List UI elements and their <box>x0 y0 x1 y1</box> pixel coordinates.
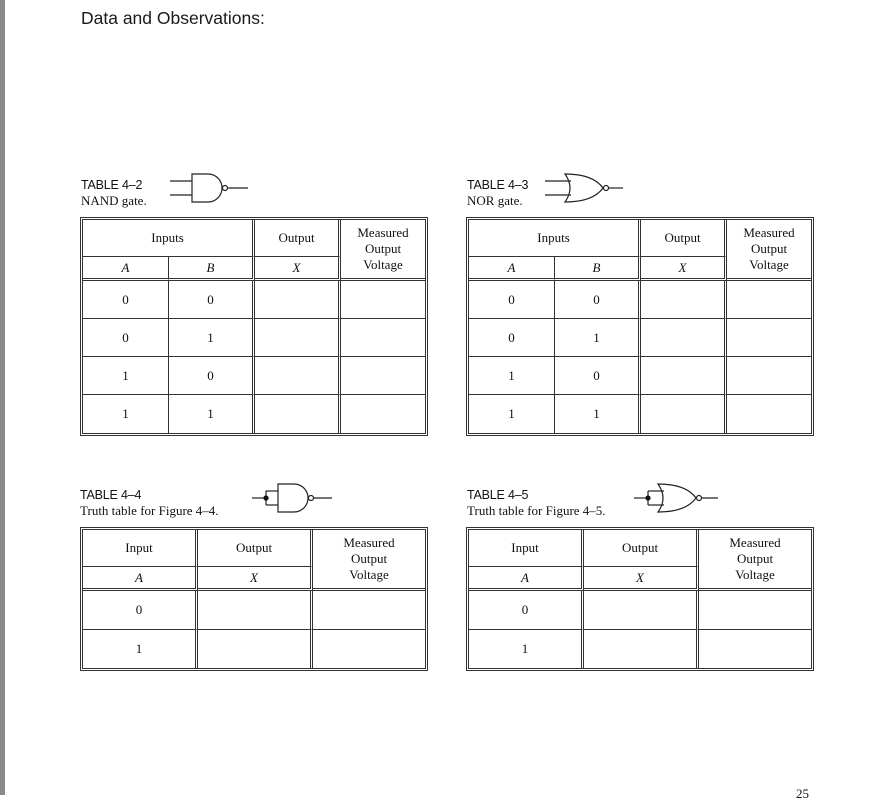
measured-voltage-header <box>699 530 811 591</box>
table-4-4-caption <box>80 487 219 519</box>
table-label: TABLE 4–3 <box>467 178 529 192</box>
table-4-5 <box>466 527 814 671</box>
output-cell[interactable] <box>198 630 313 668</box>
col-a-header: A <box>469 257 555 281</box>
measured-voltage-header <box>727 220 811 281</box>
measured-voltage-label: Measured Output Voltage <box>729 535 781 583</box>
output-cell[interactable] <box>641 319 727 357</box>
input-header: Input <box>83 530 198 567</box>
table-row <box>83 357 425 395</box>
voltage-cell[interactable] <box>313 630 425 668</box>
col-a-header: A <box>83 257 169 281</box>
viewer-left-edge <box>0 0 5 795</box>
section-heading: Data and Observations: <box>81 8 265 28</box>
cell-a: 0 <box>83 319 169 357</box>
table-caption: NAND gate. <box>81 193 147 208</box>
output-cell[interactable] <box>641 281 727 319</box>
table-row <box>469 591 811 629</box>
cell-b: 1 <box>169 395 255 433</box>
table-4-2 <box>80 217 428 436</box>
nand-inverter-icon <box>248 480 334 516</box>
voltage-cell[interactable] <box>341 395 425 433</box>
measured-voltage-label: Measured Output Voltage <box>343 535 395 583</box>
cell-a: 1 <box>83 357 169 395</box>
col-x-header: X <box>641 257 727 281</box>
col-b-header: B <box>169 257 255 281</box>
table-row <box>83 630 425 668</box>
measured-voltage-label: Measured Output Voltage <box>357 225 409 272</box>
table-4-3 <box>466 217 814 436</box>
output-cell[interactable] <box>255 395 341 433</box>
table-label: TABLE 4–2 <box>81 178 143 192</box>
inputs-header: Inputs <box>469 220 641 257</box>
table-row <box>469 281 811 319</box>
table-4-2-caption <box>81 177 147 209</box>
table-row <box>469 630 811 668</box>
table-4-5-caption <box>467 487 606 519</box>
cell-a: 0 <box>469 591 584 629</box>
voltage-cell[interactable] <box>699 591 811 629</box>
output-cell[interactable] <box>198 591 313 629</box>
cell-b: 0 <box>169 357 255 395</box>
measured-voltage-header <box>313 530 425 591</box>
col-x-header: X <box>198 567 313 591</box>
table-label: TABLE 4–5 <box>467 488 529 502</box>
output-cell[interactable] <box>641 357 727 395</box>
cell-a: 0 <box>83 591 198 629</box>
measured-voltage-header <box>341 220 425 281</box>
cell-a: 1 <box>83 395 169 433</box>
output-cell[interactable] <box>255 357 341 395</box>
output-header: Output <box>584 530 699 567</box>
voltage-cell[interactable] <box>727 281 811 319</box>
table-caption: Truth table for Figure 4–4. <box>80 503 219 518</box>
voltage-cell[interactable] <box>341 281 425 319</box>
output-header: Output <box>255 220 341 257</box>
output-cell[interactable] <box>584 630 699 668</box>
voltage-cell[interactable] <box>341 357 425 395</box>
table-row <box>83 319 425 357</box>
voltage-cell[interactable] <box>727 395 811 433</box>
voltage-cell[interactable] <box>341 319 425 357</box>
cell-b: 1 <box>555 395 641 433</box>
output-header: Output <box>641 220 727 257</box>
table-row <box>83 395 425 433</box>
col-x-header: X <box>255 257 341 281</box>
input-header: Input <box>469 530 584 567</box>
inputs-header: Inputs <box>83 220 255 257</box>
output-cell[interactable] <box>584 591 699 629</box>
table-caption: NOR gate. <box>467 193 523 208</box>
table-row <box>469 395 811 433</box>
page-number: 25 <box>796 786 809 801</box>
cell-b: 0 <box>555 281 641 319</box>
cell-b: 1 <box>169 319 255 357</box>
voltage-cell[interactable] <box>313 591 425 629</box>
output-cell[interactable] <box>641 395 727 433</box>
cell-b: 0 <box>169 281 255 319</box>
nor-inverter-icon <box>630 480 720 516</box>
cell-a: 0 <box>469 319 555 357</box>
cell-b: 1 <box>555 319 641 357</box>
voltage-cell[interactable] <box>727 319 811 357</box>
table-row <box>83 281 425 319</box>
col-b-header: B <box>555 257 641 281</box>
table-row <box>469 357 811 395</box>
table-4-4 <box>80 527 428 671</box>
output-cell[interactable] <box>255 281 341 319</box>
voltage-cell[interactable] <box>727 357 811 395</box>
cell-a: 1 <box>83 630 198 668</box>
cell-a: 1 <box>469 630 584 668</box>
table-caption: Truth table for Figure 4–5. <box>467 503 606 518</box>
cell-b: 0 <box>555 357 641 395</box>
voltage-cell[interactable] <box>699 630 811 668</box>
output-cell[interactable] <box>255 319 341 357</box>
col-a-header: A <box>83 567 198 591</box>
measured-voltage-label: Measured Output Voltage <box>743 225 795 272</box>
table-row <box>469 319 811 357</box>
table-row <box>83 591 425 629</box>
cell-a: 0 <box>469 281 555 319</box>
nand-gate-icon <box>168 170 250 206</box>
table-label: TABLE 4–4 <box>80 488 142 502</box>
cell-a: 0 <box>83 281 169 319</box>
cell-a: 1 <box>469 357 555 395</box>
nor-gate-icon <box>543 170 625 206</box>
col-a-header: A <box>469 567 584 591</box>
output-header: Output <box>198 530 313 567</box>
table-4-3-caption <box>467 177 528 209</box>
cell-a: 1 <box>469 395 555 433</box>
col-x-header: X <box>584 567 699 591</box>
